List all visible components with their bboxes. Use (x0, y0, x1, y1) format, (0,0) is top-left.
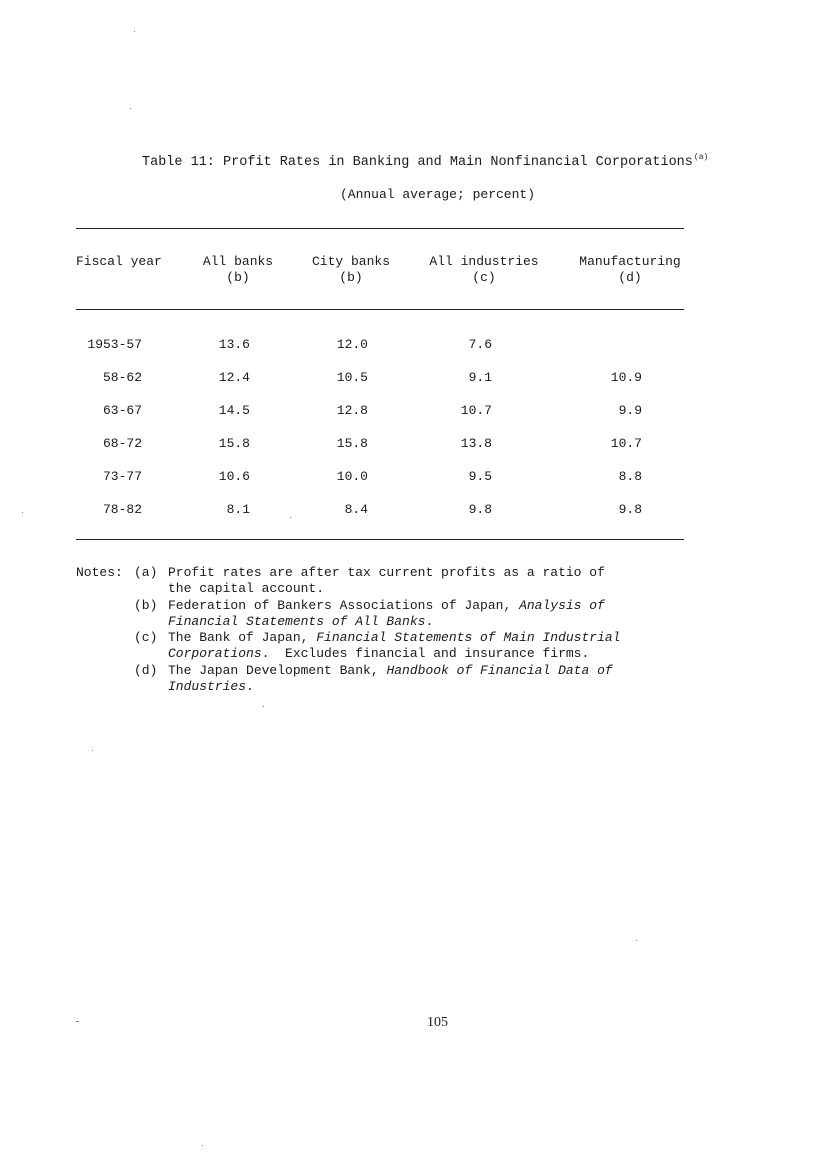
title-footnote-mark: (a) (693, 153, 709, 162)
header-source-mark: (c) (472, 270, 496, 285)
header-label: Fiscal year (76, 254, 162, 269)
cell-fiscal-year: 68-72 (102, 436, 142, 451)
note-text: . Excludes financial and insurance firms. (261, 646, 590, 662)
note-source-title: Financial Statements of Main Industrial (316, 630, 621, 646)
cell-city-banks: 10.5 (336, 370, 368, 385)
note-line (168, 663, 696, 679)
header-label: Manufacturing (579, 254, 681, 269)
scan-speck (76, 1021, 79, 1022)
header-source-mark: (b) (226, 270, 250, 285)
note-tag: (c) (134, 630, 158, 646)
cell-fiscal-year: 1953-57 (87, 337, 142, 352)
table-subtitle: (Annual average; percent) (339, 187, 536, 202)
cell-city-banks: 8.4 (344, 502, 368, 517)
scan-speck (92, 750, 93, 751)
header-city-banks (306, 254, 396, 286)
note-tag: (d) (134, 662, 158, 678)
note-source-title: Handbook of Financial Data of (386, 662, 613, 678)
note-text: Federation of Bankers Associations of Japan, (168, 597, 520, 613)
table-row (0, 469, 827, 502)
cell-fiscal-year: 63-67 (102, 403, 142, 418)
cell-city-banks: 12.0 (336, 337, 368, 352)
header-all-industries (420, 254, 548, 286)
table-title (142, 153, 762, 170)
cell-manufacturing: 10.9 (610, 370, 642, 385)
table-row (0, 370, 827, 403)
note-tag: (b) (134, 597, 158, 613)
cell-all-banks: 15.8 (218, 436, 250, 451)
header-source-mark: (b) (339, 270, 363, 285)
table-body (0, 337, 827, 535)
header-fiscal-year (76, 254, 162, 270)
cell-all-industries: 9.5 (468, 469, 492, 484)
scan-speck (130, 108, 131, 109)
cell-manufacturing: 9.8 (618, 502, 642, 517)
table-row (0, 502, 827, 535)
cell-city-banks: 10.0 (336, 469, 368, 484)
header-label: All banks (202, 254, 274, 269)
note-line: the capital account. (168, 581, 325, 597)
table-header-rule (76, 309, 684, 310)
cell-all-banks: 8.1 (226, 502, 250, 517)
cell-all-industries: 7.6 (468, 337, 492, 352)
note-source-title: Financial Statements of All Banks (168, 613, 426, 629)
scan-speck (636, 940, 637, 941)
note-c (76, 630, 696, 663)
cell-all-banks: 13.6 (218, 337, 250, 352)
note-tag: (a) (134, 565, 158, 580)
scan-speck (22, 512, 23, 513)
header-label: City banks (311, 254, 390, 269)
scan-speck (202, 1145, 203, 1146)
note-line (168, 598, 696, 614)
notes-label: Notes: (76, 565, 123, 580)
cell-all-industries: 13.8 (460, 436, 492, 451)
cell-all-banks: 14.5 (218, 403, 250, 418)
note-line: Profit rates are after tax current profits as a ratio of (168, 565, 605, 580)
cell-all-industries: 9.8 (468, 502, 492, 517)
note-line (168, 630, 696, 646)
cell-all-banks: 10.6 (218, 469, 250, 484)
cell-manufacturing: 8.8 (618, 469, 642, 484)
note-source-title: Analysis of (519, 597, 605, 613)
table-top-rule (76, 228, 684, 229)
cell-all-industries: 10.7 (460, 403, 492, 418)
table-notes (76, 565, 696, 695)
scan-speck (290, 517, 291, 518)
cell-city-banks: 12.8 (336, 403, 368, 418)
scan-speck (134, 31, 135, 32)
table-title-text: Table 11: Profit Rates in Banking and Main Nonfinancial Corporations (142, 155, 693, 170)
page-number: 105 (427, 1015, 448, 1030)
note-text: The Japan Development Bank, (168, 662, 387, 678)
note-source-title: Corporations (168, 646, 262, 662)
note-source-title: Industries (168, 679, 247, 695)
table-row (0, 403, 827, 436)
header-all-banks (196, 254, 280, 286)
note-line (168, 679, 696, 695)
note-text: The Bank of Japan, (168, 630, 317, 646)
note-text: . (425, 613, 434, 629)
table-bottom-rule (76, 539, 684, 540)
cell-all-industries: 9.1 (468, 370, 492, 385)
note-text: . (246, 679, 254, 695)
header-source-mark: (d) (618, 270, 642, 285)
note-a (76, 565, 696, 598)
cell-all-banks: 12.4 (218, 370, 250, 385)
header-manufacturing (572, 254, 688, 286)
cell-fiscal-year: 78-82 (102, 502, 142, 517)
cell-city-banks: 15.8 (336, 436, 368, 451)
scan-speck (263, 706, 264, 707)
table-row (0, 436, 827, 469)
note-b (76, 598, 696, 631)
cell-manufacturing: 10.7 (610, 436, 642, 451)
table-row (0, 337, 827, 370)
note-line (168, 614, 696, 630)
cell-fiscal-year: 73-77 (102, 469, 142, 484)
note-line (168, 646, 696, 662)
cell-manufacturing: 9.9 (618, 403, 642, 418)
header-label: All industries (429, 254, 539, 269)
note-d (76, 663, 696, 696)
cell-fiscal-year: 58-62 (102, 370, 142, 385)
